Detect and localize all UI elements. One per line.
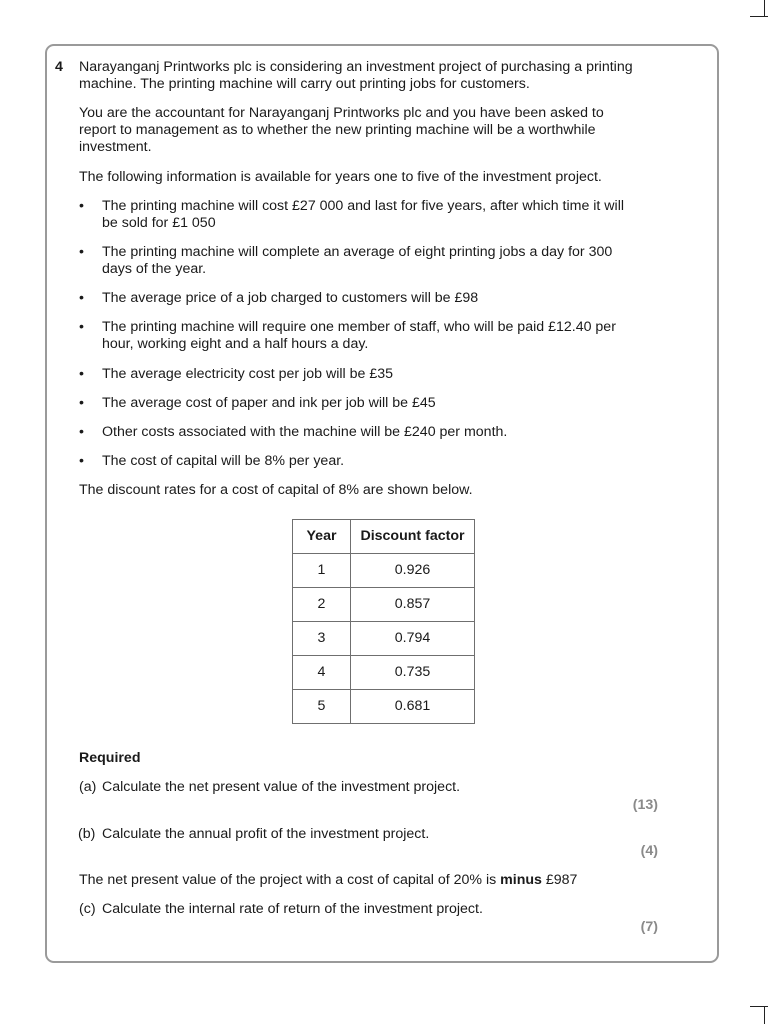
table-row xyxy=(293,622,475,656)
part-a-text: Calculate the net present value of the investment project. xyxy=(102,779,461,795)
discount-intro: The discount rates for a cost of capital of 8% are shown below. xyxy=(79,482,473,498)
npv-note-value: £987 xyxy=(545,872,578,888)
bullet-text: The printing machine will require one member of staff, who will be paid £12.40 per hour, working eight and a half hours a day. xyxy=(102,319,616,352)
bullet-dot: • xyxy=(79,319,84,335)
table-cell-year: 3 xyxy=(293,622,351,656)
bullet-text: The average price of a job charged to customers will be £98 xyxy=(102,290,479,306)
crop-mark-top-right xyxy=(764,0,765,16)
crop-mark-bottom-right-h xyxy=(750,1006,768,1007)
discount-factor-table xyxy=(292,519,475,724)
bullet-dot: • xyxy=(79,290,84,306)
bullet-dot: • xyxy=(79,198,84,214)
npv-note-bold: minus xyxy=(500,872,542,888)
npv-note xyxy=(79,872,577,889)
part-c-text: Calculate the internal rate of return of the investment project. xyxy=(102,901,483,917)
question-number: 4 xyxy=(55,59,63,75)
intro-paragraph-1: Narayanganj Printworks plc is considering an investment project of purchasing a printing machine. The printing machine will carry out printing jobs for customers. xyxy=(79,59,633,92)
part-a-marks: (13) xyxy=(632,797,658,813)
table-cell-factor: 0.857 xyxy=(351,588,475,622)
bullet-dot: • xyxy=(79,366,84,382)
table-row xyxy=(293,656,475,690)
bullet-dot: • xyxy=(79,453,84,469)
bullet-dot: • xyxy=(79,424,84,440)
intro-paragraph-2: You are the accountant for Narayanganj Printworks plc and you have been asked to report to management as to whether the new printing machine will be a worthwhile investment. xyxy=(79,105,604,155)
table-cell-year: 1 xyxy=(293,554,351,588)
part-c-marks: (7) xyxy=(640,919,658,935)
bullet-text: The printing machine will complete an average of eight printing jobs a day for 300 days of the year. xyxy=(102,244,613,277)
required-heading: Required xyxy=(79,750,141,766)
column-header-year: Year xyxy=(293,520,351,554)
npv-note-prefix: The net present value of the project with a cost of capital of 20% is xyxy=(79,872,497,888)
bullet-text: The printing machine will cost £27 000 and last for five years, after which time it will be sold for £1 050 xyxy=(102,198,625,231)
part-c-label: (c) xyxy=(79,901,96,917)
table-row xyxy=(293,588,475,622)
intro-paragraph-3: The following information is available for years one to five of the investment project. xyxy=(79,169,602,185)
table-cell-factor: 0.794 xyxy=(351,622,475,656)
table-cell-year: 2 xyxy=(293,588,351,622)
bullet-text: Other costs associated with the machine will be £240 per month. xyxy=(102,424,508,440)
crop-mark-top-right-h xyxy=(750,16,768,17)
table-cell-factor: 0.735 xyxy=(351,656,475,690)
bullet-text: The average cost of paper and ink per job will be £45 xyxy=(102,395,436,411)
part-b-marks: (4) xyxy=(640,843,658,859)
part-a-label: (a) xyxy=(79,779,97,795)
table-cell-year: 4 xyxy=(293,656,351,690)
table-cell-year: 5 xyxy=(293,690,351,724)
bullet-dot: • xyxy=(79,244,84,260)
table-header-row xyxy=(293,520,475,554)
part-b-label: (b) xyxy=(78,826,96,842)
table-cell-factor: 0.926 xyxy=(351,554,475,588)
table-row xyxy=(293,554,475,588)
table-row xyxy=(293,690,475,724)
table-cell-factor: 0.681 xyxy=(351,690,475,724)
bullet-text: The average electricity cost per job will be £35 xyxy=(102,366,393,382)
crop-mark-bottom-right xyxy=(764,1006,765,1024)
bullet-dot: • xyxy=(79,395,84,411)
bullet-text: The cost of capital will be 8% per year. xyxy=(102,453,345,469)
column-header-discount-factor: Discount factor xyxy=(351,520,475,554)
part-b-text: Calculate the annual profit of the investment project. xyxy=(102,826,430,842)
